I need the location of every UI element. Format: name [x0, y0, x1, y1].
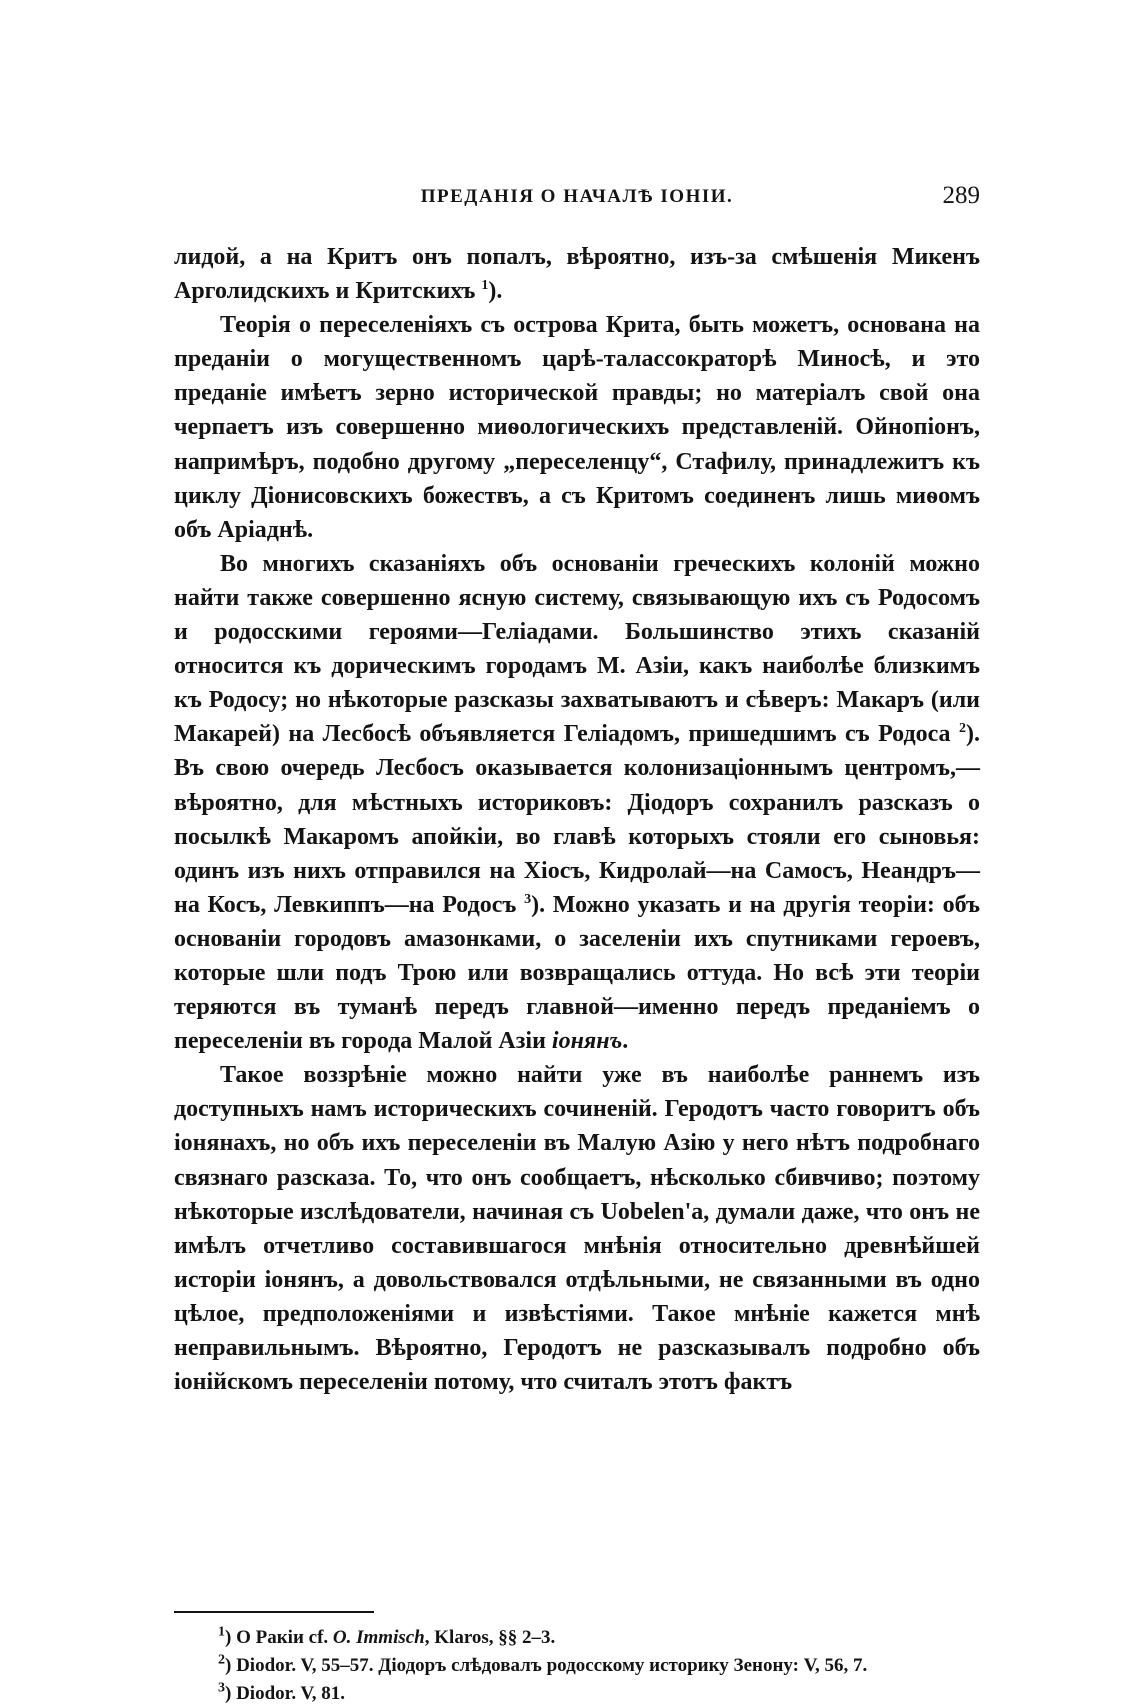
paragraph-4	[174, 1058, 980, 1399]
text-run: .	[622, 1028, 629, 1055]
paragraph-2	[174, 308, 980, 547]
page-header	[174, 182, 980, 220]
text-run: лидой, а на Критъ онъ попалъ, вѣроятно, изъ-за смѣшенія Микенъ Арголидскихъ и Критскихъ	[174, 244, 980, 305]
footnote-ref: 2	[218, 1652, 225, 1668]
text-run: , Klaros, §§ 2–3.	[424, 1627, 556, 1648]
footnote-1	[174, 1624, 980, 1652]
footnote-ref: 3	[524, 891, 532, 907]
text-run: ). Въ свою очередь Лесбосъ оказывается колонизаціоннымъ центромъ,—вѣроятно, для мѣстныхъ историковъ: Діодоръ сохранилъ разсказъ о посылкѣ Макаромъ апойкіи, во главѣ которыхъ стояли его сыновья: одинъ изъ нихъ отправился на Хіосъ, Кидролай—на Самосъ, Неандръ—на Косъ, Левкиппъ—на Родосъ	[174, 721, 980, 918]
paragraph-1	[174, 240, 980, 308]
footnote-2	[174, 1652, 980, 1680]
footnote-ref: 1	[218, 1624, 225, 1640]
footnote-ref: 3	[218, 1680, 225, 1696]
running-title: ПРЕДАНІЯ О НАЧАЛѢ ІОНІИ.	[420, 186, 734, 207]
text-run: ) Diodor. V, 81.	[225, 1683, 346, 1704]
text-run: Теорія о переселеніяхъ съ острова Крита, быть можетъ, основана на преданіи о могущественномъ царѣ-талассократорѣ Миносѣ, и это преданіе имѣетъ зерно исторической правды; но матеріалъ свой она черпаетъ изъ совершенно миѳологическихъ представленій. Ойнопіонъ, напримѣръ, подобно другому „переселенцу“, Стафилу, принадлежитъ къ циклу Діонисовскихъ божествъ, а съ Критомъ соединенъ лишь миѳомъ объ Аріаднѣ.	[174, 312, 980, 543]
body-text	[174, 240, 980, 1399]
paragraph-3	[174, 547, 980, 1058]
footnote-3	[174, 1680, 980, 1708]
footnotes	[174, 1624, 980, 1708]
emphasis: іонянъ	[551, 1028, 623, 1055]
text-run: ) Diodor. V, 55–57. Діодоръ слѣдовалъ родосскому историку Зенону: V, 56, 7.	[225, 1655, 868, 1676]
text-run: ).	[488, 278, 503, 305]
text-run: Такое воззрѣніе можно найти уже въ наиболѣе раннемъ изъ доступныхъ намъ историческихъ сочиненій. Геродотъ часто говоритъ объ іонянахъ, но объ ихъ переселеніи въ Малую Азію у него нѣтъ подробнаго связнаго разсказа. То, что онъ сообщаетъ, нѣсколько сбивчиво; поэтому нѣкоторые изслѣдователи, начиная съ Uobelen'а, думали даже, что онъ не имѣлъ отчетливо составившагося мнѣнія относительно древнѣйшей исторіи іонянъ, а довольствовался отдѣльными, не связанными въ одно цѣлое, предположеніями и извѣстіями. Такое мнѣніе кажется мнѣ неправильнымъ. Вѣроятно, Геродотъ не разсказывалъ подробно объ іонійскомъ переселеніи потому, что считалъ этотъ фактъ	[174, 1062, 980, 1396]
text-run: ). Можно указать и на другія теоріи: объ основаніи городовъ амазонками, о заселеніи ихъ спутниками героевъ, которые шли подъ Трою или возвращались оттуда. Но всѣ эти теоріи теряются въ туманѣ передъ главной—именно передъ преданіемъ о переселеніи въ города Малой Азіи	[174, 891, 980, 1055]
footnote-ref: 2	[959, 721, 966, 737]
emphasis: O. Immisch	[332, 1627, 425, 1648]
footnote-rule	[174, 1611, 374, 1613]
text-run: ) О Ракіи cf.	[225, 1627, 333, 1648]
text-run: Во многихъ сказаніяхъ объ основаніи греческихъ колоній можно найти также совершенно ясную систему, связывающую ихъ съ Родосомъ и родосскими героями—Геліадами. Большинство этихъ сказаній относится къ дорическимъ городамъ М. Азіи, какъ наиболѣе близкимъ къ Родосу; но нѣкоторые разсказы захватываютъ и сѣверъ: Макаръ (или Макарей) на Лесбосѣ объявляется Геліадомъ, пришедшимъ съ Родоса	[174, 550, 980, 748]
footnote-ref: 1	[481, 278, 489, 294]
page-number: 289	[942, 182, 980, 209]
